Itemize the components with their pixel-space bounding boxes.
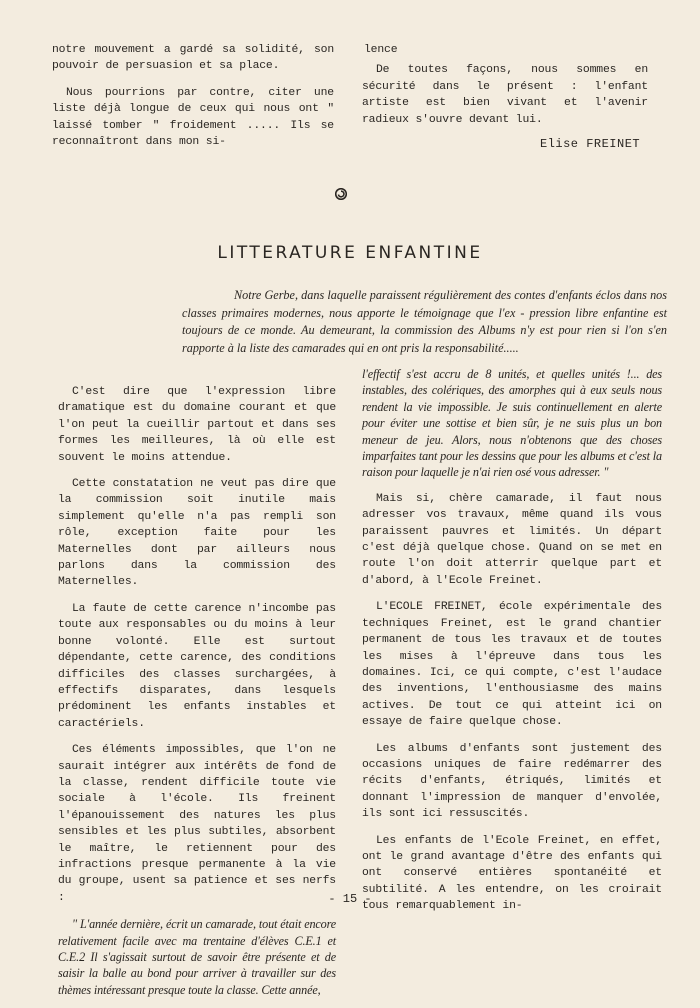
paragraph: La faute de cette carence n'incombe pas toute aux responsables ou du moins à leur bonne volonté. Elle est surtout dépendante, cette carence, des conditions difficiles des classes surchargées, à effectifs disparates, dans lesquels prédominent les enfants instables et caractériels. <box>58 602 336 730</box>
left-column <box>58 384 336 1008</box>
quoted-letter: " L'année dernière, écrit un camarade, tout était encore relativement facile avec ma trentaine d'élèves C.E.1 et C.E.2 Il s'agissait surtout de savoir être présente et de saisir la balle au bond pour arriver à travailler sur des thèmes intéressant presque toute la classe. Cette année, <box>58 917 336 997</box>
paragraph: C'est dire que l'expression libre dramatique est du domaine courant et que l'on peut la cueillir partout et dans ses formes les meilleures, là où elle est souvent le moins attendue. <box>58 386 336 464</box>
top-left-column <box>52 42 334 160</box>
author-signature: Elise FREINET <box>540 137 641 151</box>
paragraph: Cette constatation ne veut pas dire que la commission soit inutile mais simplement qu'elle n'a pas rempli son rôle, exception faite pour les Maternelles dont par ailleurs nous parlons dans la commission des Maternelles. <box>58 478 336 589</box>
paragraph: notre mouvement a gardé sa solidité, son pouvoir de persuasion et sa place. <box>52 44 334 73</box>
paragraph: Nous pourrions par contre, citer une liste déjà longue de ceux qui nous ont " laissé tomber " froidement ..... Ils se reconnaîtront dans mon si- <box>52 86 334 149</box>
intro-paragraph: Notre Gerbe, dans laquelle paraissent régulièrement des contes d'enfants éclos dans nos classes primaires modernes, nous apporte le témoignage que l'ex - pression libre enfantine est toujours de ce monde. Au demeurant, la commission des Albums n'y est pour rien si l'on s'en rapporte à la liste des camarades qui en ont pris la responsabilité..... <box>182 288 667 355</box>
paragraph: Mais si, chère camarade, il faut nous adresser vos travaux, même quand ils vous paraissent pauvres et limités. Un départ c'est déjà quelque chose. Quand on se met en route l'on doit atterrir quelque part et d'abord, à l'Ecole Freinet. <box>362 492 662 587</box>
paragraph: Les albums d'enfants sont justement des occasions uniques de faire redémarrer des récits d'enfants, étriqués, limités et donnant l'impression de manquer d'envolée, ils sont ici ressuscités. <box>362 742 662 821</box>
spiral-ornament-icon <box>335 188 347 200</box>
quoted-letter-continued: l'effectif s'est accru de 8 unités, et quelles unités !... des instables, des colériques, des amorphes qui à eux seuls nous rendent la vie impossible. Je suis continuellement en alerte pour éviter une sottise et bien sûr, je ne suis plus un bon meneur de jeu. Alors, nous n'obtenons que des choses imparfaites tant pour les dessins que pour les albums et c'est la raison pour laquelle je n'ai rien osé vous adresser. " <box>362 367 662 480</box>
paragraph: De toutes façons, nous sommes en sécurité dans le présent : l'enfant artiste est bien vivant et l'avenir radieux s'ouvre devant lui. <box>362 64 648 126</box>
paragraph: Ces éléments impossibles, que l'on ne saurait intégrer aux intérêts de fond de la classe, rendent difficile toute vie sociale à l'école. Ils freinent l'épanouissement des natures les plus sensibles et les plus subtiles, absorbent le maître, le retiennent pour des infractions presque permanente à la vie du groupe, usent sa patience et ses nerfs : <box>58 744 336 904</box>
section-title: LITTERATURE ENFANTINE <box>217 243 483 264</box>
right-column <box>362 366 662 925</box>
paragraph: lence <box>364 44 398 56</box>
paragraph: L'ECOLE FREINET, école expérimentale des techniques Freinet, est le grand chantier permanent de tous les travaux et de toutes les mises à l'épreuve dans tous les domaines. Ici, ce qui compte, c'est l'audace des inventions, l'enthousiasme des mains actives. De tout ce qui atteint ici on essaye de faire quelque chose. <box>362 601 662 729</box>
paragraph: Les enfants de l'Ecole Freinet, en effet, ont le grand avantage d'être des enfants qui ont conservé entières spontanéité et subtilité. A les entendre, on les croirait tous remarquablement in- <box>362 834 662 913</box>
top-right-column <box>362 42 648 138</box>
page-number: - 15 - <box>328 892 372 906</box>
